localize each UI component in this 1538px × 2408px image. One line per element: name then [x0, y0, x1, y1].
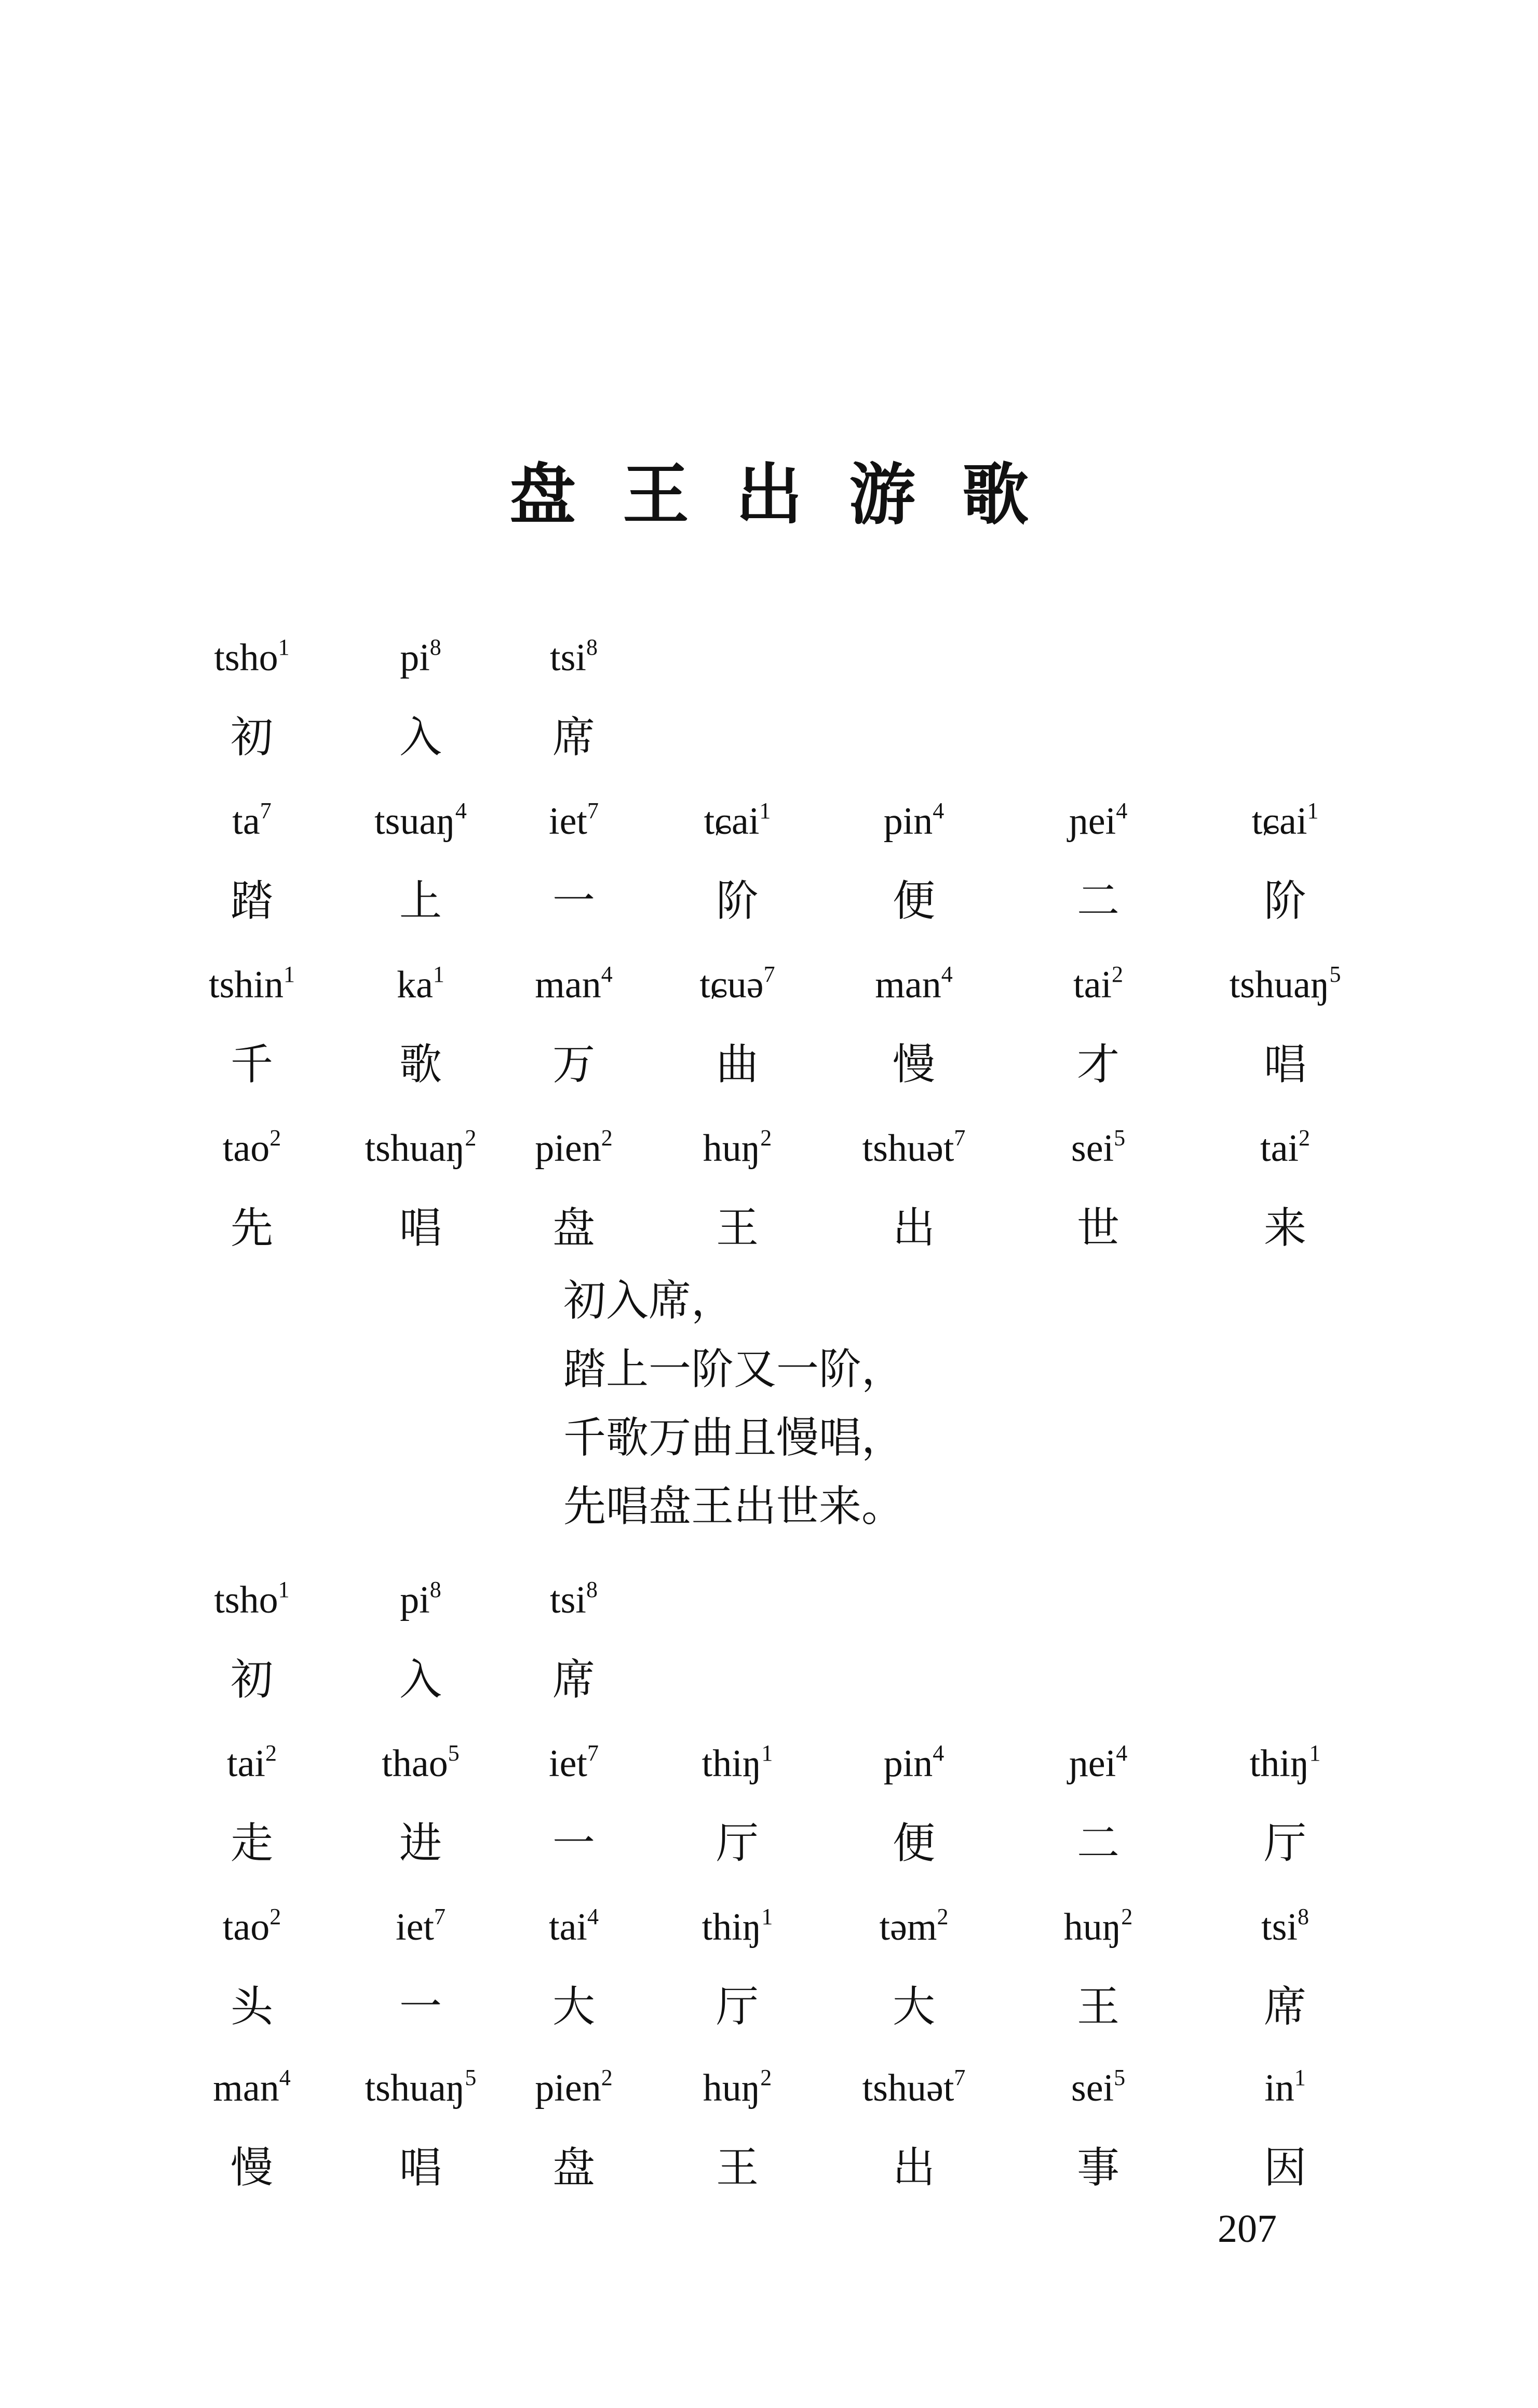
phonetic-syllable	[535, 1127, 612, 1171]
phonetic-syllable	[1264, 2066, 1306, 2111]
phonetic-syllable	[884, 800, 945, 844]
translation-line: 千歌万曲且慢唱，	[563, 1413, 905, 1463]
phonetic-syllable	[365, 2066, 477, 2111]
phonetic-syllable	[862, 1127, 966, 1171]
phonetic-syllable	[232, 800, 271, 844]
tone-number: 1	[761, 1904, 773, 1929]
phonetic-syllable	[1261, 1905, 1309, 1950]
tone-number: 1	[761, 1740, 773, 1766]
tone-number: 4	[1116, 798, 1128, 823]
phonetic-syllable	[227, 1742, 277, 1786]
phonetic-syllable	[223, 1127, 281, 1171]
chinese-character: 王	[716, 1203, 759, 1253]
chinese-character: 入	[399, 713, 442, 762]
tone-number: 4	[1116, 1740, 1128, 1766]
tone-number: 5	[1329, 962, 1341, 987]
syllable-base: tsi	[1261, 1906, 1298, 1949]
phonetic-syllable	[1230, 963, 1341, 1007]
tone-number: 8	[586, 634, 598, 660]
phonetic-syllable	[862, 2066, 966, 2111]
tone-number: 5	[1114, 1125, 1126, 1151]
syllable-base: tɕai	[1251, 800, 1307, 843]
chinese-character: 大	[892, 1982, 936, 2032]
syllable-base: man	[875, 964, 941, 1006]
translation-block	[563, 1267, 904, 1541]
syllable-base: tshuaŋ	[365, 1127, 465, 1170]
syllable-base: tɕai	[704, 800, 760, 843]
chinese-character: 二	[1076, 1819, 1120, 1868]
syllable-base: tshuət	[862, 2067, 954, 2109]
chinese-character: 初	[230, 1655, 274, 1704]
chinese-character: 千	[230, 1040, 274, 1089]
chinese-character: 头	[230, 1982, 274, 2032]
syllable-base: tshuət	[862, 1127, 954, 1170]
chinese-character: 王	[1076, 1982, 1120, 2032]
tone-number: 2	[760, 1125, 772, 1151]
phonetic-syllable	[703, 2066, 772, 2111]
chinese-character: 才	[1076, 1040, 1120, 1089]
phonetic-syllable	[1069, 800, 1127, 844]
chinese-character: 慢	[230, 2143, 274, 2193]
phonetic-syllable	[884, 1742, 945, 1786]
tone-number: 2	[937, 1904, 949, 1929]
chinese-character: 盘	[552, 1203, 596, 1253]
chinese-character: 出	[892, 1203, 936, 1253]
chinese-character: 盘	[552, 2143, 596, 2193]
tone-number: 2	[265, 1740, 277, 1766]
syllable-base: ɲei	[1069, 800, 1116, 843]
syllable-base: iet	[549, 1742, 587, 1785]
syllable-base: in	[1264, 2067, 1294, 2109]
chinese-character: 初	[230, 713, 274, 762]
phonetic-syllable	[875, 963, 952, 1007]
chinese-character: 踏	[230, 876, 274, 926]
tone-number: 7	[587, 798, 599, 823]
tone-number: 7	[763, 962, 775, 987]
chinese-character: 席	[552, 1655, 596, 1704]
tone-number: 4	[455, 798, 467, 823]
tone-number: 1	[759, 798, 771, 823]
tone-number: 2	[760, 2065, 772, 2090]
syllable-base: sei	[1071, 2067, 1114, 2109]
translation-line: 踏上一阶又一阶，	[563, 1345, 905, 1394]
syllable-base: tsi	[550, 637, 586, 679]
phonetic-syllable	[1250, 1742, 1321, 1786]
phonetic-syllable	[396, 1905, 446, 1950]
phonetic-syllable	[535, 963, 612, 1007]
tone-number: 7	[260, 798, 272, 823]
syllable-base: tshuaŋ	[1229, 964, 1330, 1006]
tone-number: 4	[601, 962, 613, 987]
syllable-base: tshuaŋ	[365, 2067, 465, 2109]
syllable-base: təm	[879, 1906, 937, 1949]
syllable-base: pi	[400, 1579, 430, 1621]
tone-number: 2	[269, 1125, 281, 1151]
translation-line: 初入席，	[563, 1276, 734, 1325]
syllable-base: tshin	[209, 964, 284, 1006]
tone-number: 2	[269, 1904, 281, 1929]
syllable-base: pien	[535, 1127, 601, 1170]
chinese-character: 上	[399, 876, 442, 926]
syllable-base: pien	[535, 2067, 601, 2109]
page-number: 207	[1218, 2207, 1277, 2251]
phonetic-syllable	[549, 800, 599, 844]
phonetic-syllable	[209, 963, 295, 1007]
syllable-base: ka	[397, 964, 433, 1006]
syllable-base: thao	[382, 1742, 448, 1785]
chinese-character: 进	[399, 1819, 442, 1868]
syllable-base: tao	[222, 1127, 270, 1170]
phonetic-syllable	[1071, 2066, 1125, 2111]
tone-number: 2	[601, 1125, 613, 1151]
tone-number: 5	[465, 2065, 477, 2090]
song-title: 盘王出游歌	[509, 456, 1075, 534]
tone-number: 7	[587, 1740, 599, 1766]
chinese-character: 慢	[892, 1040, 936, 1089]
tone-number: 8	[429, 634, 441, 660]
syllable-base: ta	[232, 800, 260, 843]
tone-number: 2	[1298, 1125, 1310, 1151]
syllable-base: tsho	[214, 637, 278, 679]
translation-line: 先唱盘王出世来。	[563, 1482, 905, 1531]
chinese-character: 歌	[399, 1040, 442, 1089]
tone-number: 1	[1307, 798, 1319, 823]
phonetic-syllable	[382, 1742, 459, 1786]
chinese-character: 席	[552, 713, 596, 762]
chinese-character: 阶	[716, 876, 759, 926]
phonetic-syllable	[365, 1127, 477, 1171]
chinese-character: 曲	[716, 1040, 759, 1089]
syllable-base: sei	[1071, 1127, 1114, 1170]
syllable-base: tsho	[214, 1579, 278, 1621]
phonetic-syllable	[704, 800, 771, 844]
phonetic-syllable	[214, 636, 289, 680]
chinese-character: 一	[552, 876, 596, 926]
syllable-base: thiŋ	[701, 1742, 762, 1785]
syllable-base: iet	[549, 800, 587, 843]
tone-number: 1	[278, 1577, 290, 1602]
syllable-base: man	[213, 2067, 279, 2109]
syllable-base: huŋ	[1063, 1906, 1122, 1949]
tone-number: 2	[1111, 962, 1123, 987]
tone-number: 2	[601, 2065, 613, 2090]
syllable-base: tai	[549, 1906, 587, 1949]
phonetic-syllable	[1069, 1742, 1127, 1786]
tone-number: 5	[448, 1740, 460, 1766]
tone-number: 5	[1114, 2065, 1126, 2090]
tone-number: 4	[941, 962, 953, 987]
phonetic-syllable	[702, 1905, 773, 1950]
tone-number: 2	[1121, 1904, 1133, 1929]
syllable-base: iet	[396, 1906, 434, 1949]
chinese-character: 二	[1076, 876, 1120, 926]
phonetic-syllable	[374, 800, 467, 844]
phonetic-syllable	[400, 636, 441, 680]
tone-number: 1	[433, 962, 444, 987]
syllable-base: tai	[1260, 1127, 1299, 1170]
phonetic-syllable	[223, 1905, 281, 1950]
syllable-base: thiŋ	[1249, 1742, 1310, 1785]
syllable-base: tao	[222, 1906, 270, 1949]
chinese-character: 厅	[1263, 1819, 1307, 1868]
chinese-character: 因	[1263, 2143, 1307, 2193]
syllable-base: tai	[227, 1742, 265, 1785]
syllable-base: thiŋ	[701, 1906, 762, 1949]
tone-number: 4	[933, 1740, 945, 1766]
phonetic-syllable	[699, 963, 775, 1007]
tone-number: 7	[434, 1904, 446, 1929]
chinese-character: 万	[552, 1040, 596, 1089]
tone-number: 4	[279, 2065, 291, 2090]
tone-number: 2	[465, 1125, 477, 1151]
chinese-character: 出	[892, 2143, 936, 2193]
chinese-character: 便	[892, 1819, 936, 1868]
tone-number: 1	[1294, 2065, 1306, 2090]
tone-number: 1	[278, 634, 290, 660]
phonetic-syllable	[549, 1905, 599, 1950]
phonetic-syllable	[550, 636, 598, 680]
chinese-character: 席	[1263, 1982, 1307, 2032]
chinese-character: 厅	[716, 1819, 759, 1868]
syllable-base: man	[535, 964, 601, 1006]
chinese-character: 先	[230, 1203, 274, 1253]
phonetic-syllable	[214, 1578, 289, 1622]
phonetic-syllable	[397, 963, 444, 1007]
phonetic-syllable	[1071, 1127, 1125, 1171]
syllable-base: pin	[883, 800, 933, 843]
tone-number: 1	[283, 962, 295, 987]
chinese-character: 唱	[399, 1203, 442, 1253]
phonetic-syllable	[213, 2066, 290, 2111]
phonetic-syllable	[1252, 800, 1319, 844]
phonetic-syllable	[880, 1905, 949, 1950]
chinese-character: 事	[1076, 2143, 1120, 2193]
chinese-character: 走	[230, 1819, 274, 1868]
phonetic-syllable	[1073, 963, 1123, 1007]
tone-number: 7	[954, 1125, 966, 1151]
chinese-character: 来	[1263, 1203, 1307, 1253]
syllable-base: huŋ	[703, 2067, 761, 2109]
phonetic-syllable	[1260, 1127, 1310, 1171]
syllable-base: tɕuə	[699, 964, 764, 1006]
chinese-character: 一	[552, 1819, 596, 1868]
chinese-character: 阶	[1263, 876, 1307, 926]
tone-number: 4	[587, 1904, 599, 1929]
phonetic-syllable	[703, 1127, 772, 1171]
syllable-base: pin	[883, 1742, 933, 1785]
syllable-base: pi	[400, 637, 430, 679]
phonetic-syllable	[702, 1742, 773, 1786]
tone-number: 1	[1309, 1740, 1321, 1766]
syllable-base: tai	[1073, 964, 1112, 1006]
chinese-character: 唱	[1263, 1040, 1307, 1089]
chinese-character: 王	[716, 2143, 759, 2193]
tone-number: 7	[954, 2065, 966, 2090]
chinese-character: 厅	[716, 1982, 759, 2032]
phonetic-syllable	[549, 1742, 599, 1786]
chinese-character: 唱	[399, 2143, 442, 2193]
tone-number: 8	[1297, 1904, 1309, 1929]
phonetic-syllable	[400, 1578, 441, 1622]
tone-number: 4	[933, 798, 945, 823]
syllable-base: huŋ	[703, 1127, 761, 1170]
chinese-character: 大	[552, 1982, 596, 2032]
phonetic-syllable	[550, 1578, 598, 1622]
phonetic-syllable	[535, 2066, 612, 2111]
phonetic-syllable	[1064, 1905, 1133, 1950]
chinese-character: 世	[1076, 1203, 1120, 1253]
tone-number: 8	[429, 1577, 441, 1602]
syllable-base: tsuaŋ	[374, 800, 455, 843]
chinese-character: 入	[399, 1655, 442, 1704]
tone-number: 8	[586, 1577, 598, 1602]
chinese-character: 便	[892, 876, 936, 926]
syllable-base: ɲei	[1069, 1742, 1116, 1785]
chinese-character: 一	[399, 1982, 442, 2032]
syllable-base: tsi	[550, 1579, 586, 1621]
